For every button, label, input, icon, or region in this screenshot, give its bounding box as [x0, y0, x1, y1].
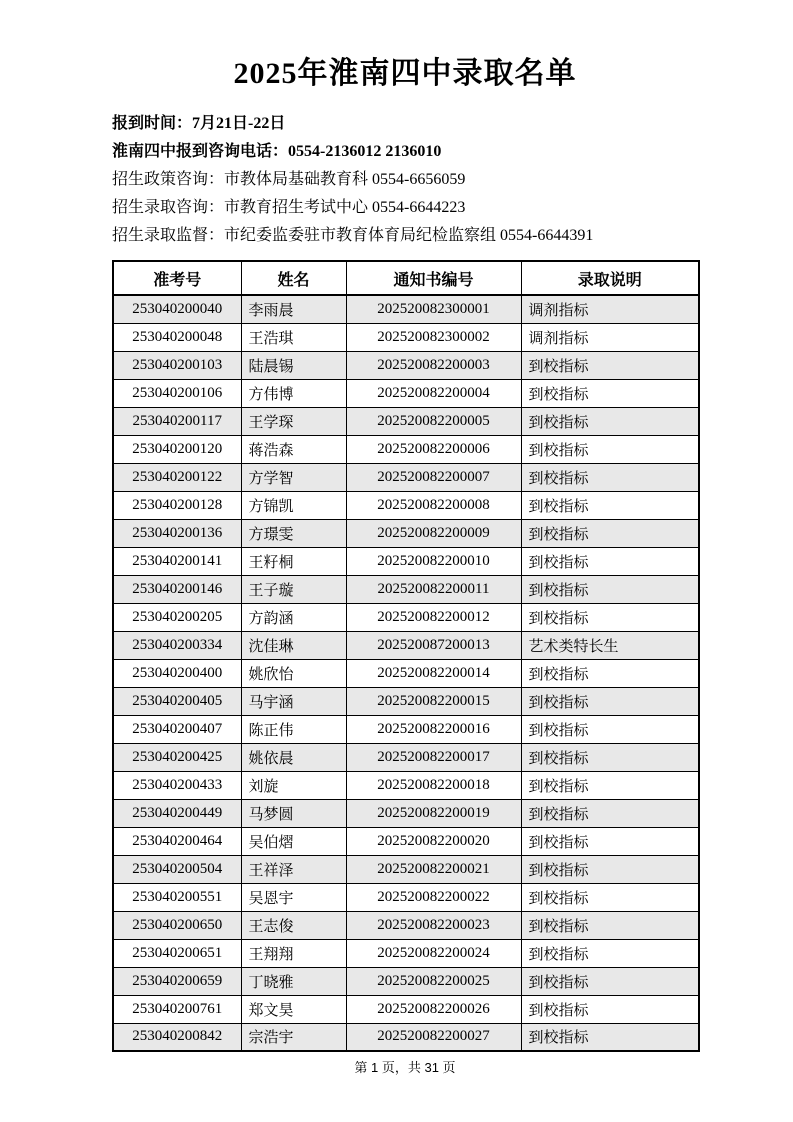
student-name-cell: 王子璇: [241, 575, 346, 603]
admission-note-cell: 到校指标: [521, 1023, 699, 1051]
admission-note-cell: 到校指标: [521, 827, 699, 855]
admission-table: [112, 260, 700, 1052]
notice-number-cell: 202520082200024: [346, 939, 521, 967]
table-row: [113, 771, 699, 799]
notice-number-cell: 202520082200010: [346, 547, 521, 575]
student-name-cell: 王浩琪: [241, 323, 346, 351]
exam-number-cell: 253040200136: [113, 519, 241, 547]
admission-note-cell: 到校指标: [521, 659, 699, 687]
notice-number-cell: 202520082200018: [346, 771, 521, 799]
student-name-cell: 姚欣怡: [241, 659, 346, 687]
column-header-exam-number: 准考号: [113, 261, 241, 295]
admission-note-cell: 到校指标: [521, 379, 699, 407]
exam-number-cell: 253040200122: [113, 463, 241, 491]
table-row: [113, 351, 699, 379]
table-row: [113, 939, 699, 967]
admission-note-cell: 到校指标: [521, 911, 699, 939]
notice-number-cell: 202520082200017: [346, 743, 521, 771]
exam-number-cell: 253040200400: [113, 659, 241, 687]
exam-number-cell: 253040200117: [113, 407, 241, 435]
exam-number-cell: 253040200205: [113, 603, 241, 631]
admission-note-cell: 到校指标: [521, 799, 699, 827]
student-name-cell: 沈佳琳: [241, 631, 346, 659]
admission-note-cell: 到校指标: [521, 435, 699, 463]
student-name-cell: 刘旋: [241, 771, 346, 799]
info-line-policy-consult: 招生政策咨询：市教体局基础教育科 0554-6656059: [112, 171, 466, 188]
notice-number-cell: 202520082200023: [346, 911, 521, 939]
admission-note-cell: 到校指标: [521, 463, 699, 491]
table-row: [113, 547, 699, 575]
table-row: [113, 435, 699, 463]
student-name-cell: 马宇涵: [241, 687, 346, 715]
notice-number-cell: 202520082200015: [346, 687, 521, 715]
table-row: [113, 827, 699, 855]
exam-number-cell: 253040200128: [113, 491, 241, 519]
student-name-cell: 方学智: [241, 463, 346, 491]
admission-note-cell: 到校指标: [521, 519, 699, 547]
student-name-cell: 王翔翔: [241, 939, 346, 967]
admission-note-cell: 艺术类特长生: [521, 631, 699, 659]
exam-number-cell: 253040200048: [113, 323, 241, 351]
student-name-cell: 方伟博: [241, 379, 346, 407]
exam-number-cell: 253040200120: [113, 435, 241, 463]
student-name-cell: 方韵涵: [241, 603, 346, 631]
exam-number-cell: 253040200842: [113, 1023, 241, 1051]
column-header-notice-number: 通知书编号: [346, 261, 521, 295]
admission-note-cell: 到校指标: [521, 687, 699, 715]
exam-number-cell: 253040200504: [113, 855, 241, 883]
admission-note-cell: 到校指标: [521, 771, 699, 799]
exam-number-cell: 253040200650: [113, 911, 241, 939]
exam-number-cell: 253040200146: [113, 575, 241, 603]
admission-note-cell: 到校指标: [521, 575, 699, 603]
notice-number-cell: 202520082200027: [346, 1023, 521, 1051]
admission-note-cell: 到校指标: [521, 351, 699, 379]
notice-number-cell: 202520082200021: [346, 855, 521, 883]
notice-number-cell: 202520082200009: [346, 519, 521, 547]
page-number-footer: 第 1 页，共 31 页: [354, 1060, 456, 1075]
student-name-cell: 宗浩宇: [241, 1023, 346, 1051]
student-name-cell: 方锦凯: [241, 491, 346, 519]
exam-number-cell: 253040200433: [113, 771, 241, 799]
exam-number-cell: 253040200659: [113, 967, 241, 995]
student-name-cell: 李雨晨: [241, 295, 346, 323]
notice-number-cell: 202520082200011: [346, 575, 521, 603]
exam-number-cell: 253040200449: [113, 799, 241, 827]
table-row: [113, 967, 699, 995]
notice-number-cell: 202520082200022: [346, 883, 521, 911]
admission-note-cell: 到校指标: [521, 491, 699, 519]
admission-note-cell: 到校指标: [521, 995, 699, 1023]
admission-note-cell: 到校指标: [521, 967, 699, 995]
admission-note-cell: 到校指标: [521, 407, 699, 435]
notice-number-cell: 202520082200004: [346, 379, 521, 407]
student-name-cell: 郑文昊: [241, 995, 346, 1023]
column-header-admission-note: 录取说明: [521, 261, 699, 295]
notice-number-cell: 202520082200012: [346, 603, 521, 631]
student-name-cell: 方璟雯: [241, 519, 346, 547]
exam-number-cell: 253040200405: [113, 687, 241, 715]
table-row: [113, 379, 699, 407]
table-row: [113, 603, 699, 631]
admission-note-cell: 到校指标: [521, 939, 699, 967]
document-content: [112, 48, 698, 1052]
header-row: [113, 261, 699, 295]
admission-note-cell: 调剂指标: [521, 323, 699, 351]
exam-number-cell: 253040200407: [113, 715, 241, 743]
exam-number-cell: 253040200040: [113, 295, 241, 323]
notice-number-cell: 202520082200007: [346, 463, 521, 491]
table-row: [113, 575, 699, 603]
student-name-cell: 陆晨锡: [241, 351, 346, 379]
admission-note-cell: 到校指标: [521, 855, 699, 883]
table-row: [113, 323, 699, 351]
student-name-cell: 丁晓雅: [241, 967, 346, 995]
table-row: [113, 995, 699, 1023]
exam-number-cell: 253040200464: [113, 827, 241, 855]
info-line-school-phone: 淮南四中报到咨询电话：0554-2136012 2136010: [112, 143, 442, 160]
table-row: [113, 743, 699, 771]
student-name-cell: 吴伯熠: [241, 827, 346, 855]
table-row: [113, 463, 699, 491]
student-name-cell: 王志俊: [241, 911, 346, 939]
admission-note-cell: 到校指标: [521, 547, 699, 575]
table-row: [113, 631, 699, 659]
exam-number-cell: 253040200106: [113, 379, 241, 407]
exam-number-cell: 253040200334: [113, 631, 241, 659]
notice-number-cell: 202520082200019: [346, 799, 521, 827]
table-row: [113, 911, 699, 939]
notice-number-cell: 202520082200003: [346, 351, 521, 379]
admission-note-cell: 到校指标: [521, 883, 699, 911]
notice-number-cell: 202520082200008: [346, 491, 521, 519]
admission-note-cell: 到校指标: [521, 743, 699, 771]
admission-table-header: [113, 261, 699, 295]
table-row: [113, 855, 699, 883]
table-row: [113, 491, 699, 519]
student-name-cell: 王籽桐: [241, 547, 346, 575]
table-row: [113, 1023, 699, 1051]
info-line-supervision: 招生录取监督：市纪委监委驻市教育体育局纪检监察组 0554-6644391: [112, 227, 594, 244]
table-row: [113, 519, 699, 547]
student-name-cell: 姚依晨: [241, 743, 346, 771]
notice-number-cell: 202520082200014: [346, 659, 521, 687]
exam-number-cell: 253040200551: [113, 883, 241, 911]
notice-number-cell: 202520087200013: [346, 631, 521, 659]
notice-number-cell: 202520082200020: [346, 827, 521, 855]
student-name-cell: 蒋浩森: [241, 435, 346, 463]
notice-number-cell: 202520082200026: [346, 995, 521, 1023]
student-name-cell: 王祥泽: [241, 855, 346, 883]
notice-number-cell: 202520082300002: [346, 323, 521, 351]
exam-number-cell: 253040200651: [113, 939, 241, 967]
table-row: [113, 659, 699, 687]
exam-number-cell: 253040200141: [113, 547, 241, 575]
exam-number-cell: 253040200761: [113, 995, 241, 1023]
table-row: [113, 687, 699, 715]
exam-number-cell: 253040200425: [113, 743, 241, 771]
admission-note-cell: 到校指标: [521, 715, 699, 743]
admission-table-body: [113, 295, 699, 1051]
admission-note-cell: 到校指标: [521, 603, 699, 631]
table-row: [113, 799, 699, 827]
notice-number-cell: 202520082300001: [346, 295, 521, 323]
exam-number-cell: 253040200103: [113, 351, 241, 379]
student-name-cell: 王学琛: [241, 407, 346, 435]
info-line-admission-consult: 招生录取咨询：市教育招生考试中心 0554-6644223: [112, 199, 466, 216]
table-row: [113, 883, 699, 911]
table-row: [113, 407, 699, 435]
admission-note-cell: 调剂指标: [521, 295, 699, 323]
info-line-report-time: 报到时间：7月21日-22日: [112, 115, 286, 132]
notice-number-cell: 202520082200025: [346, 967, 521, 995]
notice-number-cell: 202520082200005: [346, 407, 521, 435]
student-name-cell: 陈正伟: [241, 715, 346, 743]
page-title: 2025年淮南四中录取名单: [233, 57, 577, 90]
table-row: [113, 715, 699, 743]
student-name-cell: 吴恩宇: [241, 883, 346, 911]
column-header-student-name: 姓名: [241, 261, 346, 295]
student-name-cell: 马梦圆: [241, 799, 346, 827]
table-row: [113, 295, 699, 323]
notice-number-cell: 202520082200006: [346, 435, 521, 463]
notice-number-cell: 202520082200016: [346, 715, 521, 743]
